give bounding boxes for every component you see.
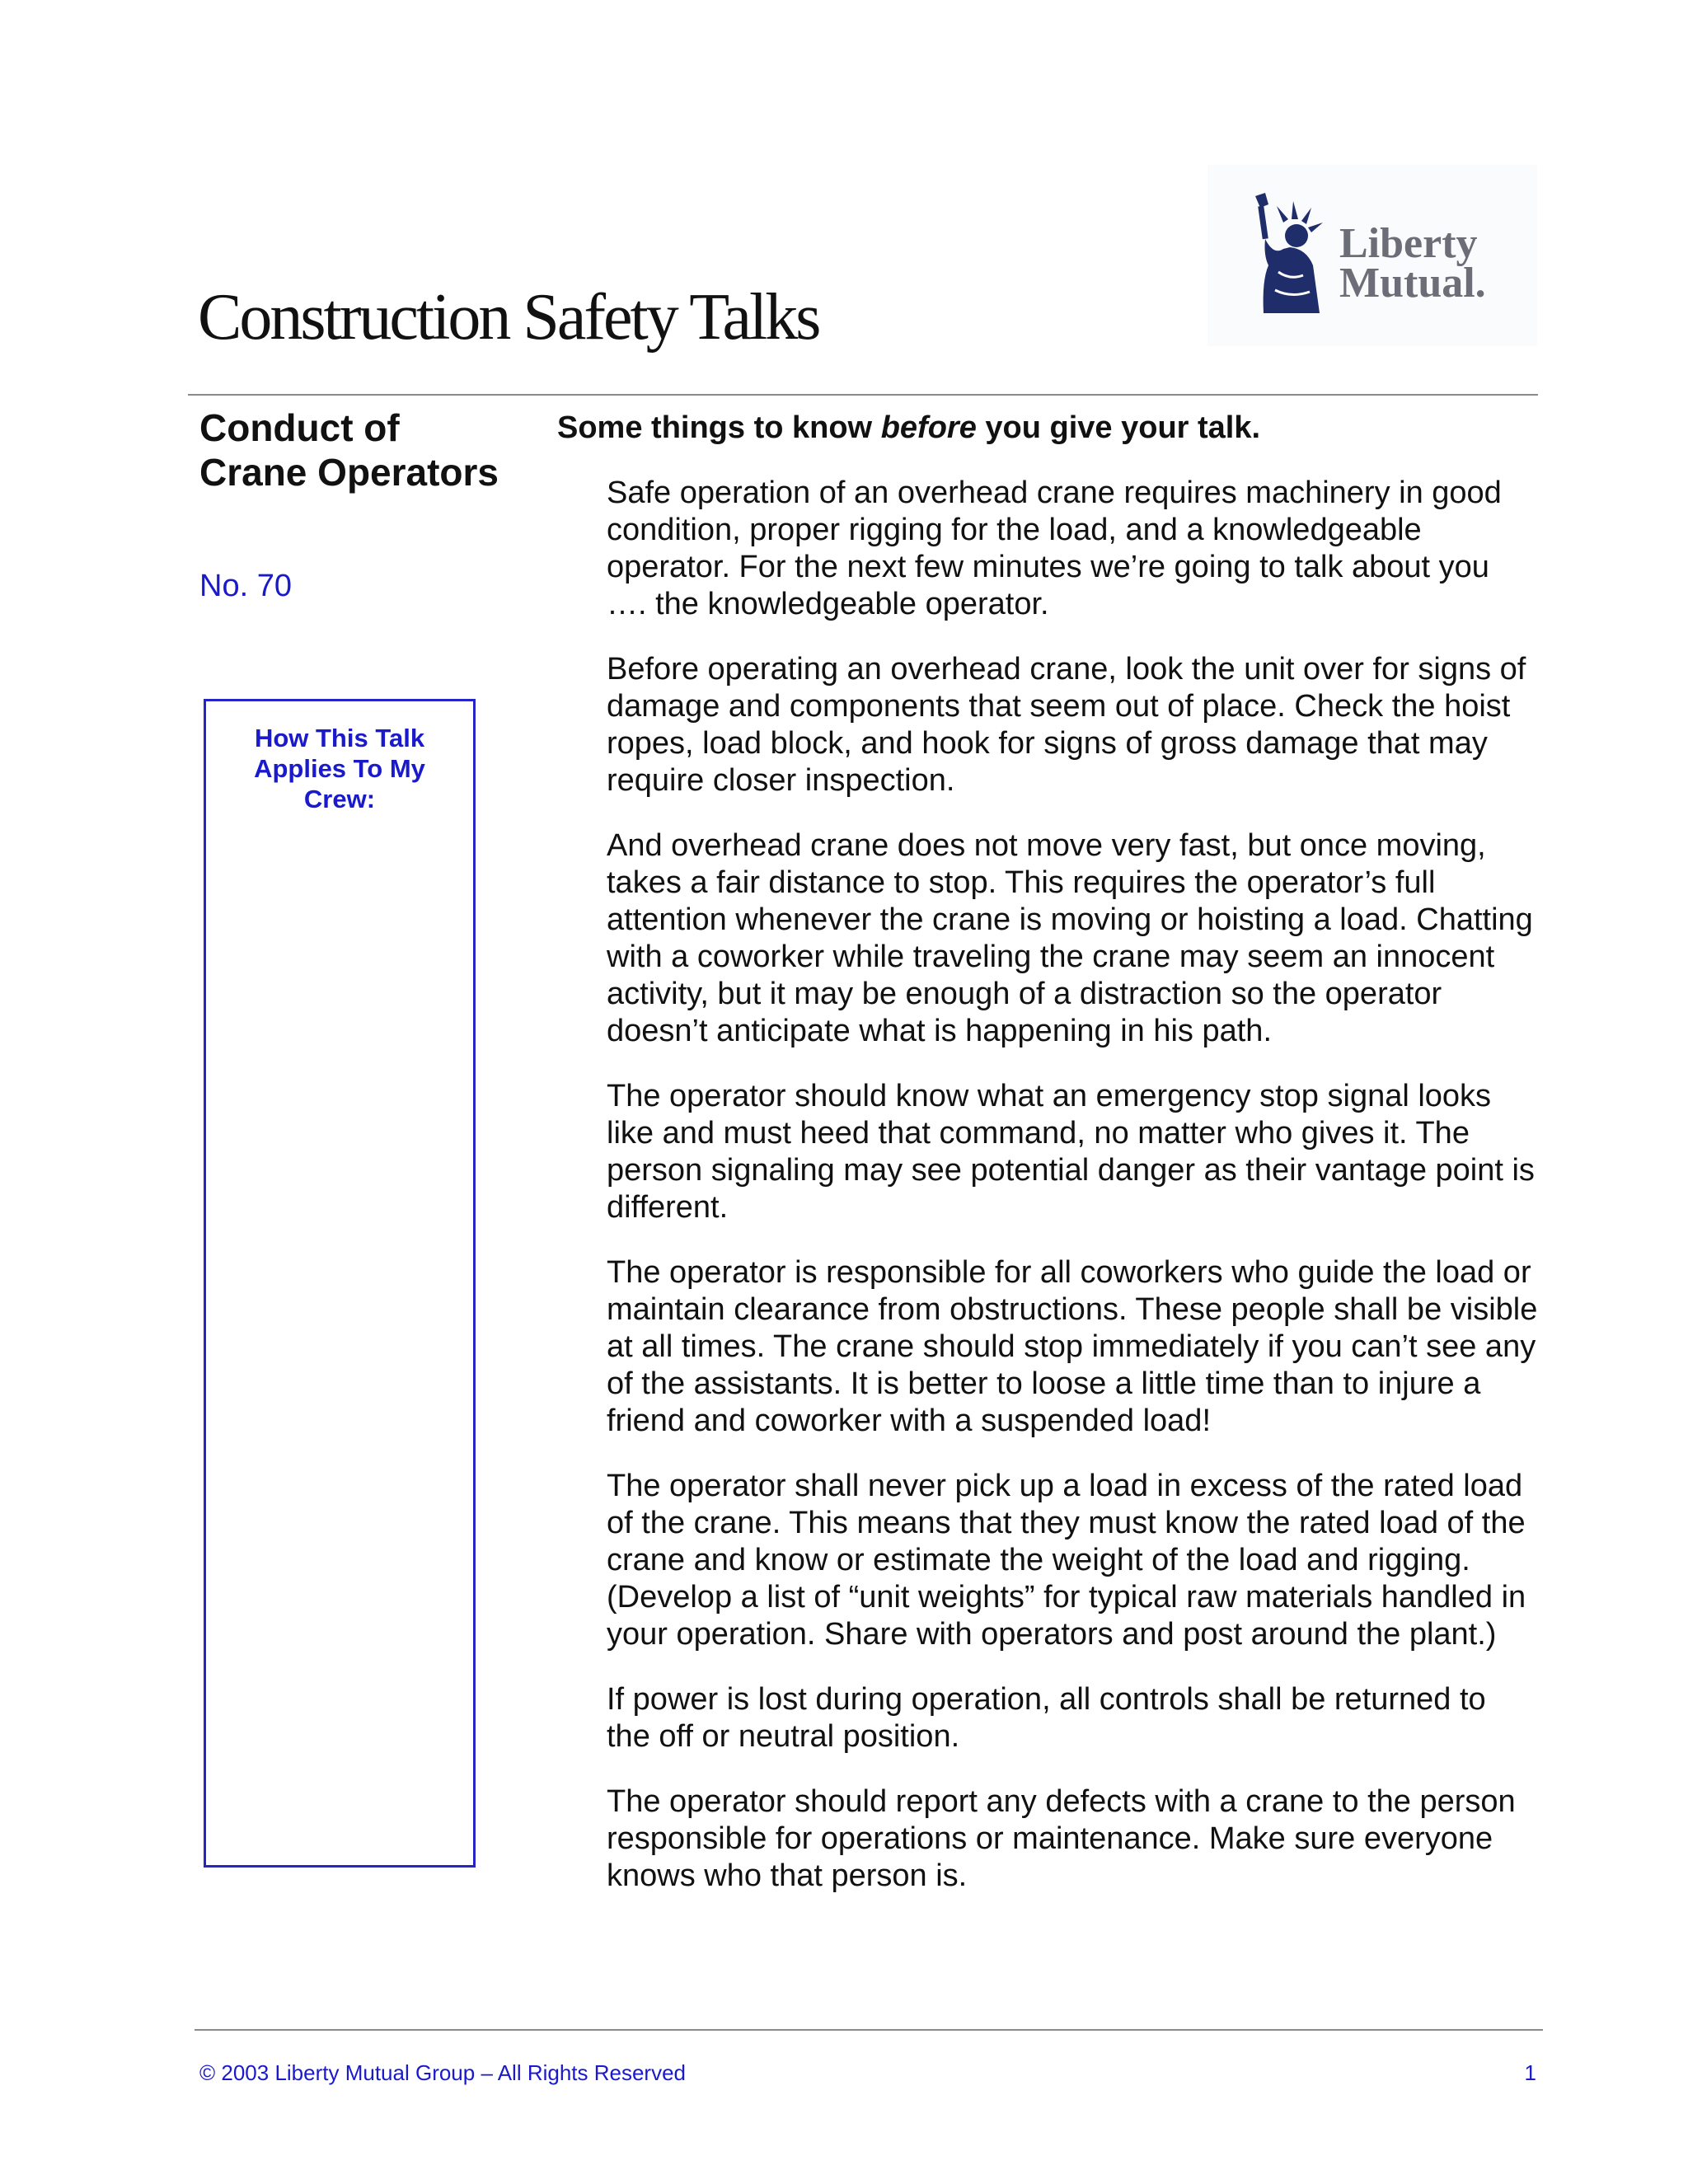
logo-line-2: Mutual. (1339, 260, 1486, 307)
paragraph: The operator should know what an emergency stop signal looks like and must heed that command, no matter who gives it. The person signaling may see potential danger as their vantage point is different. (607, 1079, 1535, 1225)
paragraph: Before operating an overhead crane, look the unit over for signs of damage and components that seem out of place. Check the hoist ropes, load block, and hook for signs of gross damage that may require closer inspection. (607, 652, 1526, 798)
paragraph: The operator should report any defects with a crane to the person responsible for operations or maintenance. Make sure everyone knows who that person is. (607, 1784, 1516, 1893)
paragraph: The operator is responsible for all coworkers who guide the load or maintain clearance from obstructions. These people shall be visible at all times. The crane should stop immediately if you can’t see any of the assistants. It is better to loose a little time than to injure a friend and coworker with a suspended load! (607, 1255, 1538, 1438)
intro-heading-pre: Some things to know (557, 410, 881, 445)
statue-of-liberty-icon (1240, 190, 1339, 321)
intro-heading-post: you give your talk. (976, 410, 1261, 445)
crew-notes-box (204, 699, 476, 1868)
document-title: Construction Safety Talks (198, 281, 819, 354)
logo-line-1: Liberty (1339, 220, 1478, 267)
footer-divider (195, 2029, 1543, 2031)
page-number: 1 (1524, 2060, 1536, 2085)
header-divider (188, 394, 1538, 396)
logo-wordmark (1339, 220, 1486, 307)
paragraph: The operator shall never pick up a load in excess of the rated load of the crane. This means that they must know the rated load of the crane and know or estimate the weight of the load and rigging. (Develop a list of “unit weights” for typical raw materials handled in your operation. Share with operators and post around the plant.) (607, 1469, 1526, 1652)
liberty-mutual-logo (1207, 165, 1537, 346)
copyright-notice: © 2003 Liberty Mutual Group – All Rights Reserved (199, 2060, 687, 2085)
paragraph: And overhead crane does not move very fast, but once moving, takes a fair distance to stop. This requires the operator’s full attention whenever the crane is moving or hoisting a load. Chatting with a coworker while traveling the crane may seem an innocent activity, but it may be enough of a distraction so the operator doesn’t anticipate what is happening in his path. (607, 828, 1533, 1048)
talk-number: No. 70 (199, 569, 292, 603)
topic-title: Conduct of Crane Operators (199, 406, 499, 494)
paragraph: Safe operation of an overhead crane requires machinery in good condition, proper rigging for the load, and a knowledgeable operator. For the next few minutes we’re going to talk about you …. the knowledgeable operator. (607, 476, 1502, 621)
talk-body (607, 475, 1538, 1923)
crew-box-label: How This Talk Applies To My Crew: (254, 724, 425, 813)
intro-heading (557, 410, 1260, 446)
intro-heading-emphasis: before (880, 410, 977, 445)
paragraph: If power is lost during operation, all controls shall be returned to the off or neutral position. (607, 1682, 1486, 1754)
